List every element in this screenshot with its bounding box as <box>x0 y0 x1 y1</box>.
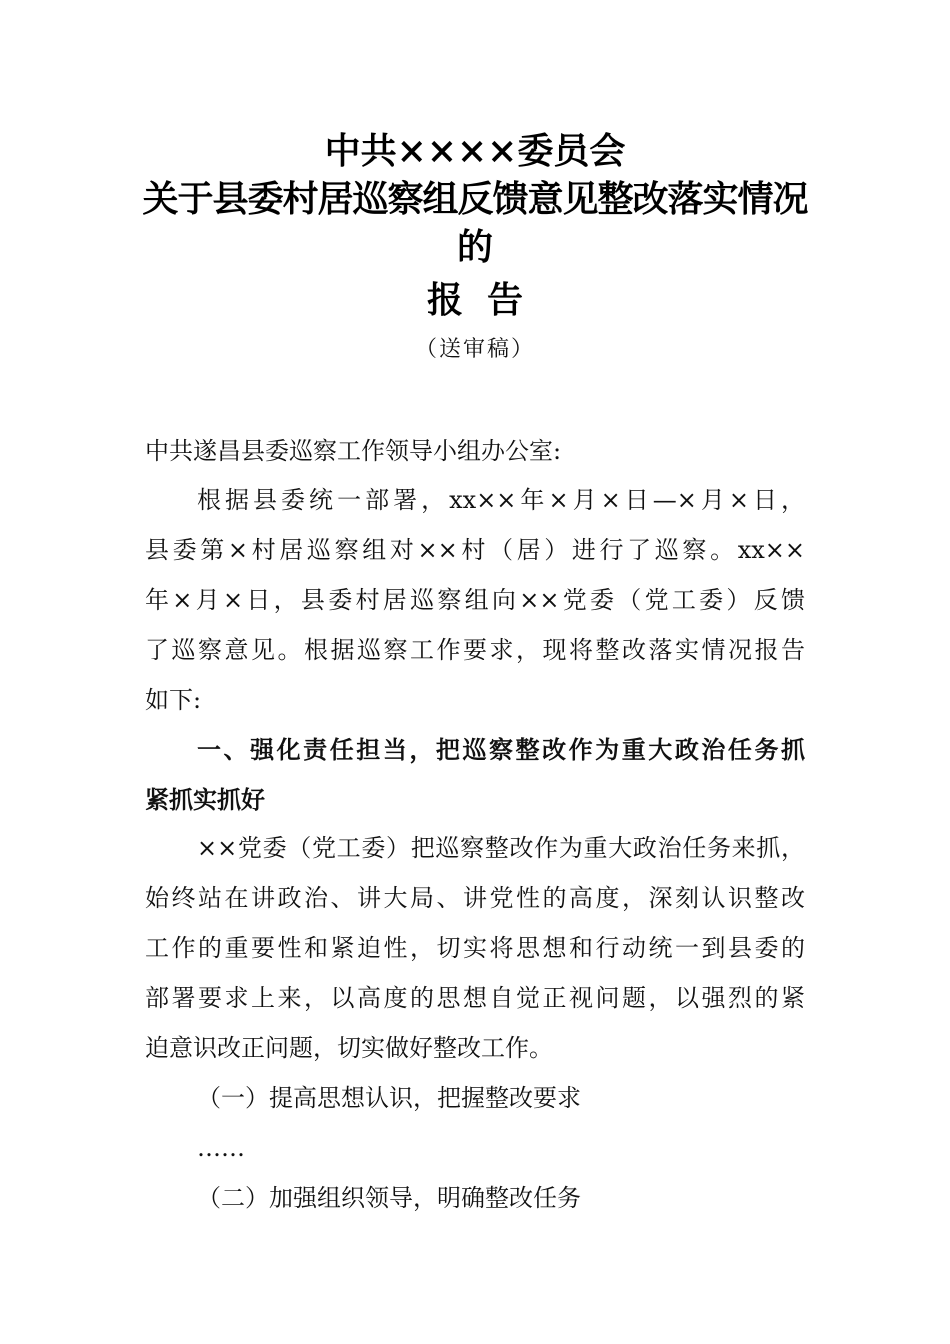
section-para-line: 始终站在讲政治、讲大局、讲党性的高度，深刻认识整改 <box>145 884 805 912</box>
section-heading: 紧抓实抓好 <box>145 786 265 814</box>
intro-line: 如下: <box>145 686 202 714</box>
section-para-line: 工作的重要性和紧迫性，切实将思想和行动统一到县委的 <box>145 934 805 962</box>
title-line-3: 的 <box>456 226 493 268</box>
intro-line: 根据县委统一部署，xx××年×月×日—×月×日， <box>197 486 805 514</box>
intro-line: 年×月×日，县委村居巡察组向××党委（党工委）反馈 <box>145 586 805 614</box>
title-line-2: 关于县委村居巡察组反馈意见整改落实情况 <box>142 178 808 220</box>
ellipsis: …… <box>197 1134 245 1162</box>
intro-line: 县委第×村居巡察组对××村（居）进行了巡察。xx×× <box>145 536 805 564</box>
subsection-heading-1: （一）提高思想认识，把握整改要求 <box>197 1084 581 1112</box>
subsection-heading-2: （二）加强组织领导，明确整改任务 <box>197 1184 581 1212</box>
section-para-line: 部署要求上来，以高度的思想自觉正视问题，以强烈的紧 <box>145 984 805 1012</box>
addressee: 中共遂昌县委巡察工作领导小组办公室: <box>145 437 562 465</box>
section-heading: 一、强化责任担当，把巡察整改作为重大政治任务抓 <box>197 736 805 764</box>
title-line-1: 中共××××委员会 <box>324 130 626 172</box>
section-para-line: 迫意识改正问题，切实做好整改工作。 <box>145 1034 553 1062</box>
intro-line: 了巡察意见。根据巡察工作要求，现将整改落实情况报告 <box>145 636 805 664</box>
draft-subtitle: （送审稿） <box>414 337 535 362</box>
section-para-line: ××党委（党工委）把巡察整改作为重大政治任务来抓， <box>197 834 805 862</box>
title-line-4: 报告 <box>426 279 547 321</box>
